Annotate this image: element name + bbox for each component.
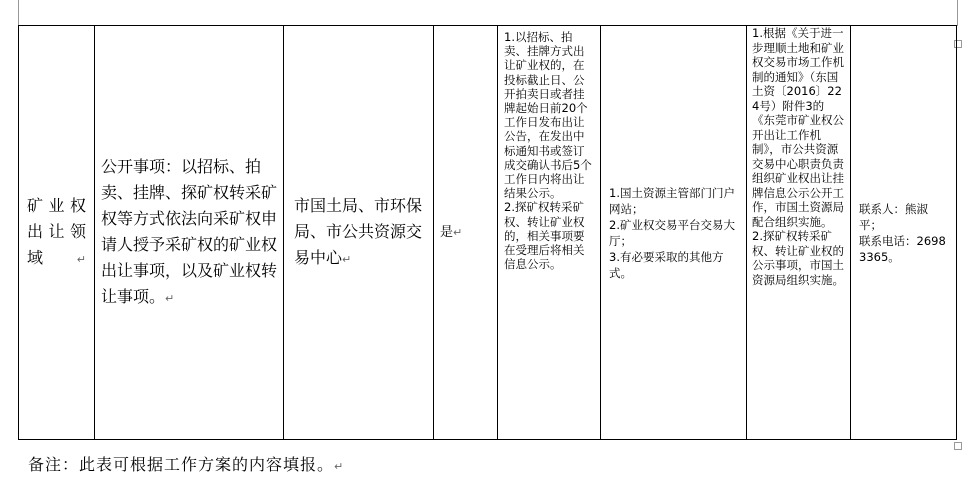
channel-item-2: 2.矿业权交易平台交易大厅；: [609, 217, 735, 248]
table-note: [28, 452, 344, 475]
paragraph-mark-icon: ↵: [334, 460, 345, 473]
contact-person: 联系人：熊淑平；: [859, 201, 928, 232]
contact-phone: 联系电话：26983365。: [859, 233, 946, 264]
department-text: 市国土局、市环保局、市公共资源交易中心: [294, 195, 423, 267]
department-cell[interactable]: [284, 26, 434, 440]
disclosure-table: [18, 25, 957, 440]
channels-cell[interactable]: [601, 26, 747, 440]
required-text: 是: [440, 224, 454, 240]
paragraph-mark-icon: ↵: [453, 225, 463, 239]
paragraph-mark-icon: ↵: [76, 252, 86, 266]
paragraph-mark-icon: ↵: [342, 252, 352, 266]
required-cell[interactable]: [434, 26, 498, 440]
table-top-frame: [18, 0, 958, 26]
basis-item-2: 2.探矿权转采矿权、转让矿业权的公示事项，市国土资源局组织实施。: [752, 229, 844, 287]
table-row: [19, 26, 957, 440]
note-text: 备注：此表可根据工作方案的内容填报。: [28, 455, 335, 474]
content-text: 公开事项：以招标、拍卖、挂牌、探矿权转采矿权等方式依法向采矿权申请人授予采矿权的矿业权出让事项，以及矿业权转让事项。: [101, 156, 278, 306]
channel-item-1: 1.国土资源主管部门门户网站；: [609, 185, 735, 216]
channel-item-3: 3.有必要采取的其他方式。: [609, 249, 724, 280]
basis-item-1: 1.根据《关于进一步理顺土地和矿业权交易市场工作机制的通知》（东国土资〔2016〕224号）附件3的《东莞市矿业权公开出让工作机制》，市公共资源交易中心职责负责组织矿业权出让挂牌信息公示公开工作，市国土资源局配合组织实施。: [752, 26, 844, 229]
contact-cell[interactable]: [851, 26, 957, 440]
timing-item-2: 2.探矿权转采矿权、转让矿业权的，相关事项要在受理后将相关信息公示。: [504, 200, 585, 272]
content-cell[interactable]: [95, 26, 284, 440]
item-name-text: 矿业权出让领域: [27, 195, 86, 267]
paragraph-mark-icon: ↵: [165, 291, 175, 305]
item-name-cell[interactable]: [19, 26, 95, 440]
basis-cell[interactable]: [747, 26, 851, 440]
table-resize-handle[interactable]: [954, 442, 962, 450]
timing-item-1: 1.以招标、拍卖、挂牌方式出让矿业权的，在投标截止日、公开拍卖日或者挂牌起始日前20个工作日发布出让公告，在发出中标通知书或签订成交确认书后5个工作日内将出让结果公示。: [504, 30, 592, 201]
timing-cell[interactable]: [498, 26, 601, 440]
